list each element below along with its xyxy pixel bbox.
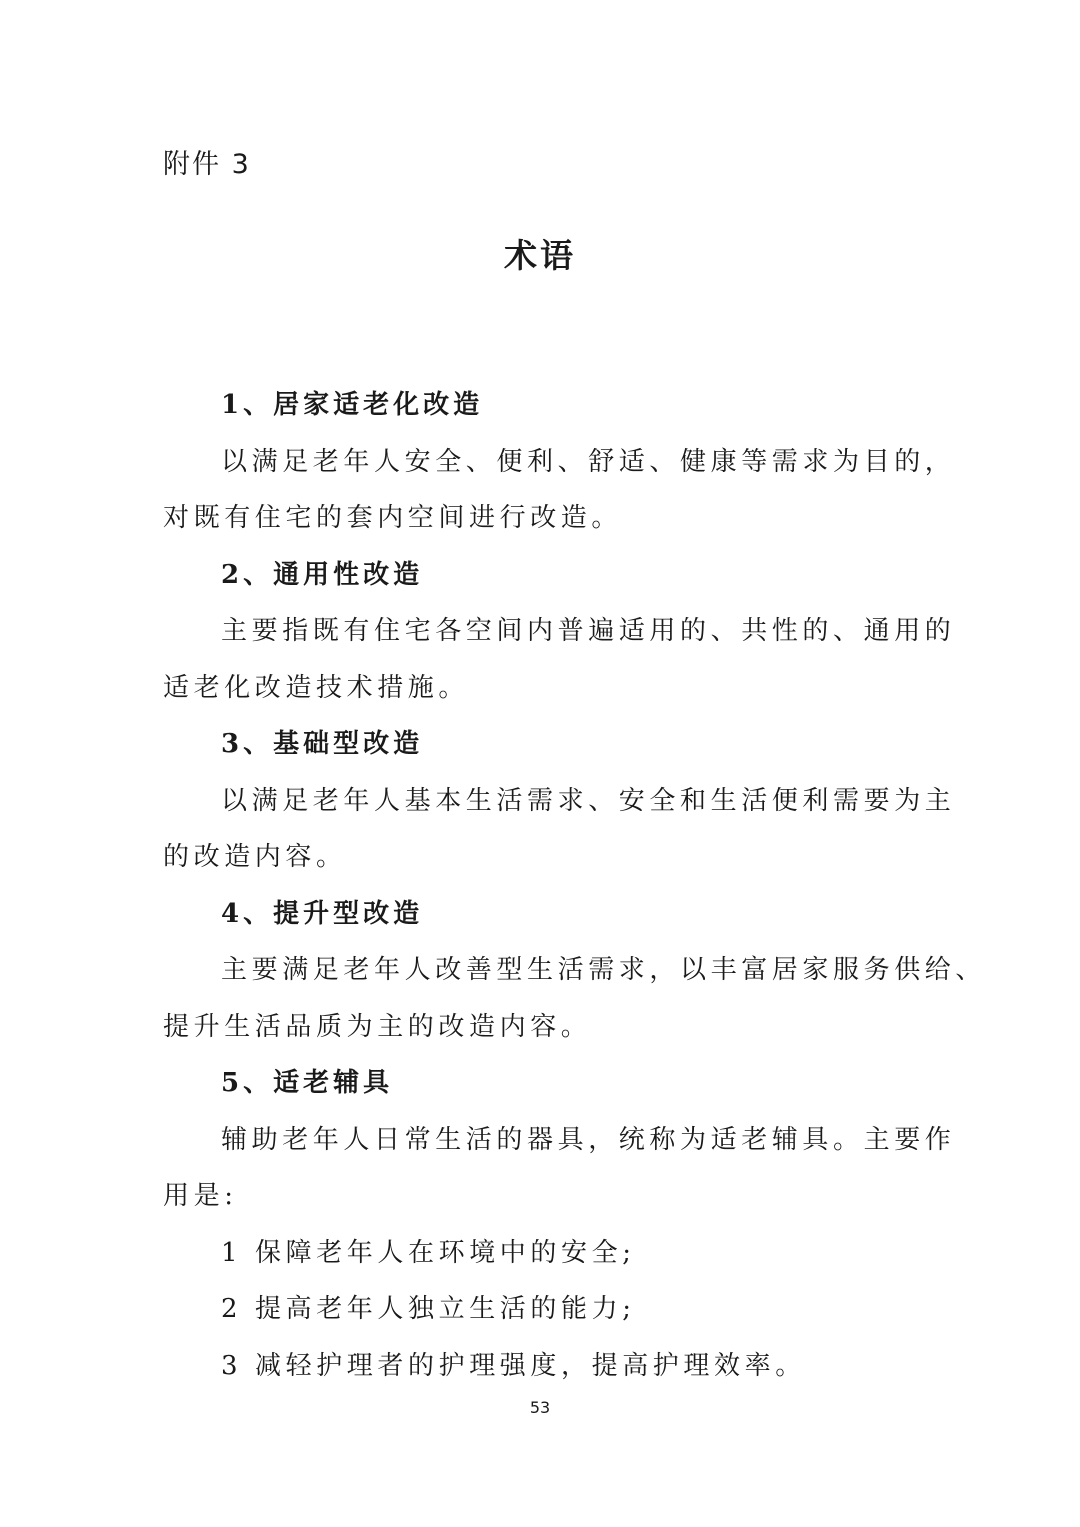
term-heading: 4、提升型改造: [221, 898, 424, 929]
term-heading: 5、适老辅具: [221, 1068, 394, 1098]
list-item: 2 提高老年人独立生活的能力;: [221, 1294, 636, 1324]
paragraph-line: 的改造内容。: [163, 842, 347, 872]
paragraph-line: 主要满足老年人改善型生活需求，以丰富居家服务供给、: [221, 955, 987, 985]
page-title: 术语: [504, 236, 576, 275]
paragraph-line: 提升生活品质为主的改造内容。: [163, 1011, 592, 1042]
attachment-label: 附件 3: [163, 149, 251, 180]
term-heading: 1、居家适老化改造: [221, 390, 484, 420]
paragraph-line: 以满足老年人基本生活需求、安全和生活便利需要为主: [221, 785, 956, 816]
page-number: 53: [529, 1398, 551, 1417]
paragraph-line: 主要指既有住宅各空间内普遍适用的、共性的、通用的: [221, 616, 956, 646]
paragraph-line: 以满足老年人安全、便利、舒适、健康等需求为目的，: [221, 446, 956, 477]
document-body: [163, 377, 987, 1394]
term-heading: 2、通用性改造: [221, 559, 424, 590]
paragraph-line: 用是:: [163, 1181, 238, 1211]
paragraph-line: 适老化改造技术措施。: [163, 672, 470, 703]
list-item: 1 保障老年人在环境中的安全;: [221, 1237, 636, 1268]
paragraph-line: 对既有住宅的套内空间进行改造。: [163, 503, 623, 533]
list-item: 3 减轻护理者的护理强度，提高护理效率。: [221, 1350, 806, 1381]
term-heading: 3、基础型改造: [221, 729, 424, 759]
paragraph-line: 辅助老年人日常生活的器具，统称为适老辅具。主要作: [221, 1124, 956, 1155]
